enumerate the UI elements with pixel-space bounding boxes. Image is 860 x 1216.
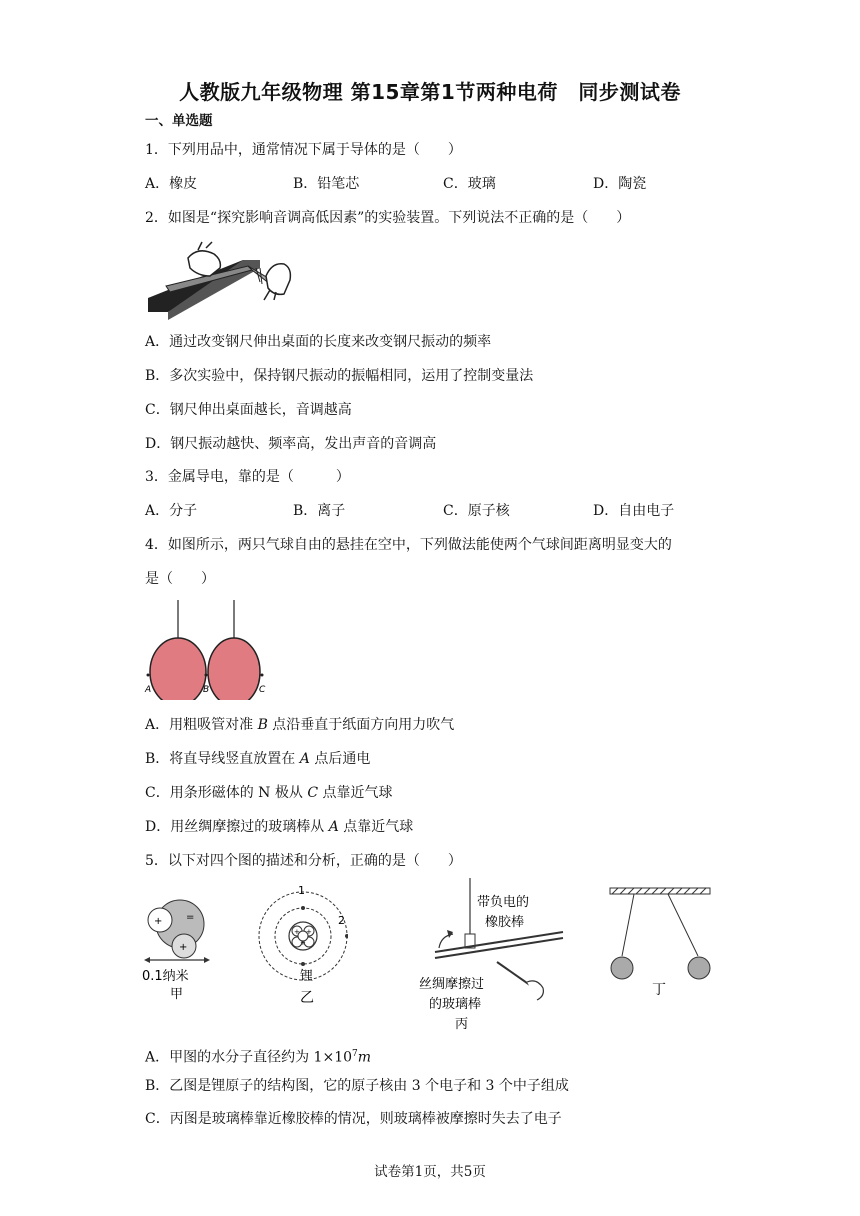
q5-option-b: B．乙图是锂原子的结构图，它的原子核由 3 个电子和 3 个中子组成 [145,1078,569,1094]
figure-ding-label: 丁 [652,982,666,996]
q3-option-c: C．原子核 [443,503,510,519]
q5-stem: 5．以下对四个图的描述和分析，正确的是（ ） [145,853,462,869]
page-footer: 试卷第1页，共5页 [374,1164,486,1180]
q2-option-d: D．钢尺振动越快、频率高，发出声音的音调高 [145,436,437,452]
pith-balls-figure [604,884,716,996]
glass-rod-label-1: 丝绸摩擦过 [419,977,485,992]
water-molecule-figure [140,890,220,1005]
point-b-label: B [203,685,210,695]
right-balloon [208,638,260,700]
q4-stem-line1: 4．如图所示，两只气球自由的悬挂在空中，下列做法能使两个气球间距离明显变大的 [145,537,672,553]
page-title: 人教版九年级物理 第15章第1节两种电荷 同步测试卷 [179,80,681,104]
two-balloons-figure [142,600,272,700]
q1-option-c: C．玻璃 [443,176,496,192]
svg-text:=: = [186,912,195,923]
q1-option-b: B．铅笔芯 [293,176,360,192]
q1-stem: 1．下列用品中，通常情况下属于导体的是（ ） [145,142,462,158]
lithium-label: 锂 [300,969,314,984]
q2-stem: 2．如图是“探究影响音调高低因素”的实验装置。下列说法不正确的是（ ） [145,210,631,226]
section-heading: 一、单选题 [145,113,213,129]
left-balloon [150,638,206,700]
q3-option-b: B．离子 [293,503,346,519]
scale-label: 0.1纳米 [142,969,189,984]
q4-option-a: A．用粗吸管对准 B 点沿垂直于纸面方向用力吹气 [145,717,455,733]
q4-option-b: B．将直导线竖直放置在 A 点后通电 [145,751,371,767]
point-a-label: A [145,685,152,695]
point-c-label: C [259,685,266,695]
svg-text:+: + [179,942,188,953]
q4-stem-line2: 是（ ） [145,571,215,587]
q1-option-a: A．橡皮 [145,176,198,192]
q3-stem: 3．金属导电，靠的是（ ） [145,469,350,485]
figure-jia-label: 甲 [170,987,184,1002]
figure-yi-label: 乙 [300,990,314,1005]
orbit-mark-2: 2 [338,914,345,927]
svg-text:+: + [306,928,312,936]
q2-option-b: B．多次实验中，保持钢尺振动的振幅相同，运用了控制变量法 [145,368,534,384]
svg-text:+: + [154,916,163,927]
rubber-rod-label-1: 带负电的 [477,895,530,910]
svg-text:+: + [300,939,306,947]
q1-option-d: D．陶瓷 [593,176,647,192]
q5-option-a: A．甲图的水分子直径约为 $1\times 10^7m$ [145,1049,372,1066]
q3-option-d: D．自由电子 [593,503,675,519]
lithium-atom-figure [258,880,348,1005]
svg-text:+: + [294,928,300,936]
ruler-on-desk-figure [148,238,296,320]
q2-option-a: A．通过改变钢尺伸出桌面的长度来改变钢尺振动的频率 [145,334,492,350]
q4-option-d: D．用丝绸摩擦过的玻璃棒从 A 点靠近气球 [145,819,414,835]
rod-attraction-figure [415,878,565,1033]
q2-option-c: C．钢尺伸出桌面越长，音调越高 [145,402,352,418]
glass-rod-label-2: 的玻璃棒 [429,997,482,1012]
q5-option-c: C．丙图是玻璃棒靠近橡胶棒的情况，则玻璃棒被摩擦时失去了电子 [145,1111,562,1127]
rubber-rod-label-2: 橡胶棒 [485,915,525,930]
q4-option-c: C．用条形磁体的 N 极从 C 点靠近气球 [145,785,393,801]
orbit-mark-1: 1 [298,884,305,897]
figure-bing-label: 丙 [455,1017,469,1032]
q3-option-a: A．分子 [145,503,198,519]
